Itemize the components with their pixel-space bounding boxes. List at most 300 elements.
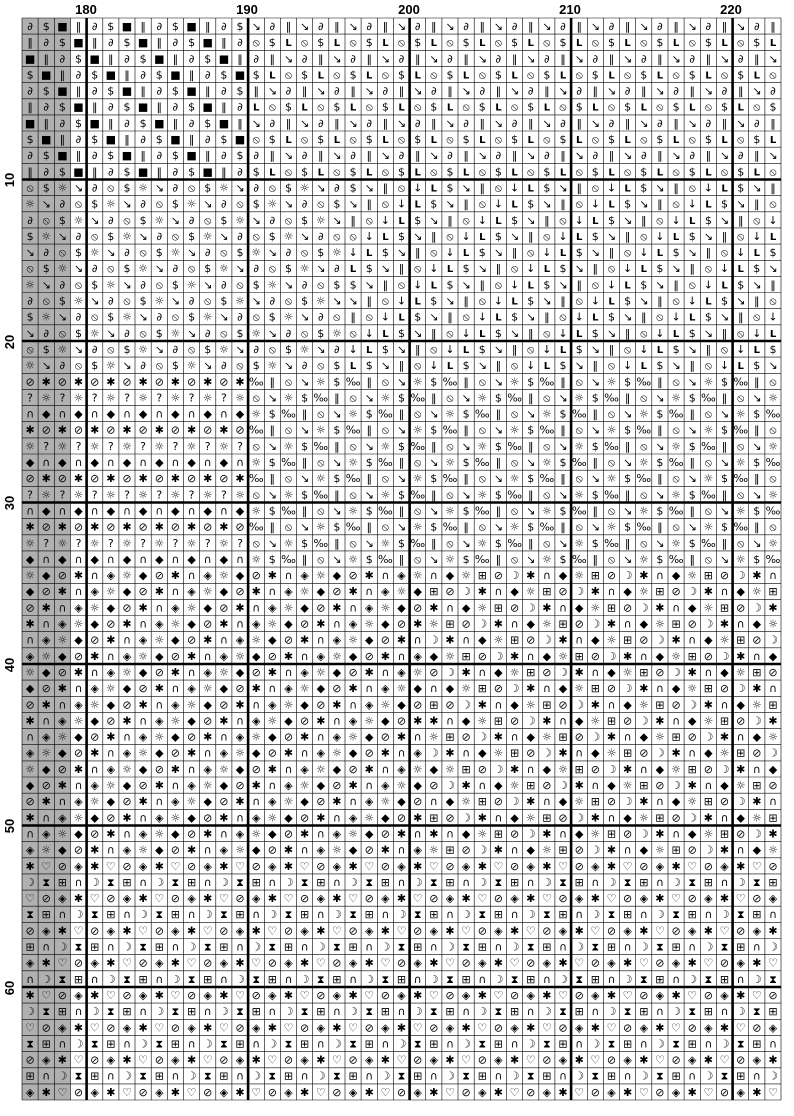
filled-diamond-icon: ◆ [397, 795, 406, 809]
arrow-down-right-icon: ↘ [655, 391, 665, 405]
sun-icon: ☼ [606, 520, 617, 534]
asterisk-icon: ✱ [41, 375, 51, 389]
filled-square-icon: ■ [170, 133, 181, 146]
slash-oval-icon: ⦸ [607, 456, 616, 469]
asterisk-icon: ✱ [332, 892, 342, 906]
question-icon: ? [43, 536, 50, 550]
diamond-in-square-icon: ◈ [203, 569, 212, 583]
dollar-icon: $ [478, 246, 486, 260]
asterisk-icon: ✱ [655, 827, 665, 841]
crescent-icon: ☽ [638, 827, 649, 841]
crescent-icon: ☽ [735, 795, 746, 809]
sun-icon: ☼ [558, 762, 568, 776]
arch-icon: ∩ [413, 633, 422, 647]
boxed-cross-icon: ⊞ [542, 940, 552, 954]
arrow-down-right-icon: ↘ [590, 375, 600, 389]
crescent-icon: ☽ [461, 811, 472, 825]
asterisk-icon: ✱ [429, 827, 439, 841]
percent-icon: ‰ [313, 391, 329, 405]
sun-icon: ☼ [315, 423, 326, 437]
dollar-icon: $ [591, 326, 599, 340]
hourglass-icon: ⧗ [543, 1037, 551, 1051]
diamond-in-square-icon: ◈ [203, 989, 212, 1002]
percent-icon: ‰ [378, 407, 393, 421]
slash-oval-icon: ⦸ [349, 36, 357, 50]
filled-diamond-icon: ◆ [623, 698, 632, 712]
sun-icon: ☼ [671, 536, 682, 550]
circled-slash-icon: ⊘ [138, 682, 148, 696]
arch-icon: ∩ [494, 698, 503, 712]
arrow-down-right-icon: ↘ [493, 246, 504, 260]
arrow-down-right-icon: ↘ [106, 246, 116, 260]
diamond-in-square-icon: ◈ [364, 924, 374, 938]
slash-oval-icon: ⦸ [171, 229, 179, 243]
diamond-in-square-icon: ◈ [284, 779, 293, 792]
dollar-icon: $ [737, 165, 745, 179]
anchor-icon: ↓ [671, 310, 681, 324]
arrow-down-right-icon: ↘ [380, 149, 391, 163]
asterisk-icon: ✱ [719, 617, 730, 631]
corner-l-icon: L [672, 135, 680, 146]
circled-slash-icon: ⊘ [590, 762, 600, 776]
circled-slash-icon: ⊘ [73, 520, 84, 534]
crescent-icon: ☽ [525, 601, 536, 615]
double-bar-icon: ‖ [673, 20, 679, 33]
curl-icon: ∂ [91, 149, 98, 163]
arrow-down-right-icon: ↘ [493, 343, 504, 356]
slash-oval-icon: ⦸ [478, 165, 486, 179]
asterisk-icon: ✱ [413, 714, 423, 728]
circled-slash-icon: ⊘ [509, 827, 520, 841]
heart-icon: ♡ [525, 924, 536, 938]
curl-icon: ∂ [673, 84, 679, 98]
heart-icon: ♡ [622, 859, 633, 873]
arrow-down-right-icon: ↘ [558, 181, 568, 195]
heart-icon: ♡ [574, 1085, 585, 1099]
dollar-icon: $ [559, 36, 567, 50]
diamond-in-square-icon: ◈ [187, 1021, 196, 1035]
corner-l-icon: L [672, 231, 680, 243]
circled-slash-icon: ⊘ [235, 682, 245, 696]
sun-icon: ☼ [267, 197, 278, 211]
double-bar-icon: ‖ [398, 552, 405, 566]
row-label-10: 10 [2, 172, 17, 188]
diamond-in-square-icon: ◈ [106, 924, 116, 938]
boxed-cross-icon: ⊞ [622, 1037, 633, 1051]
filled-diamond-icon: ◆ [106, 504, 116, 518]
sun-icon: ☼ [671, 439, 682, 453]
dollar-icon: $ [42, 181, 50, 195]
filled-diamond-icon: ◆ [106, 698, 116, 712]
double-bar-icon: ‖ [754, 52, 760, 66]
crescent-icon: ☽ [493, 649, 504, 663]
curl-icon: ∂ [43, 246, 50, 260]
sun-icon: ☼ [525, 698, 536, 712]
arch-icon: ∩ [219, 827, 228, 841]
filled-diamond-icon: ◆ [187, 552, 196, 566]
asterisk-icon: ✱ [106, 827, 116, 841]
slash-oval-icon: ⦸ [317, 100, 325, 114]
hourglass-icon: ⧗ [316, 972, 325, 986]
row-label-60: 60 [2, 980, 17, 996]
slash-oval-icon: ⦸ [284, 423, 293, 437]
dollar-icon: $ [494, 439, 502, 453]
double-bar-icon: ‖ [754, 520, 760, 534]
hourglass-icon: ⧗ [591, 1069, 600, 1083]
crescent-icon: ☽ [380, 940, 391, 954]
arrow-down-right-icon: ↘ [526, 213, 536, 227]
crescent-icon: ☽ [768, 1069, 778, 1083]
arrow-down-right-icon: ↘ [299, 375, 310, 389]
boxed-cross-icon: ⊞ [477, 940, 487, 954]
sun-icon: ☼ [590, 714, 601, 728]
corner-l-icon: L [576, 135, 583, 146]
hourglass-icon: ⧗ [333, 1069, 341, 1083]
slash-oval-icon: ⦸ [74, 197, 83, 211]
asterisk-icon: ✱ [719, 843, 730, 857]
slash-oval-icon: ⦸ [414, 262, 422, 276]
dollar-icon: $ [139, 213, 147, 227]
circled-slash-icon: ⊘ [106, 1021, 116, 1035]
sun-icon: ☼ [590, 827, 601, 841]
arch-icon: ∩ [284, 569, 293, 583]
filled-diamond-icon: ◆ [219, 779, 229, 792]
asterisk-icon: ✱ [283, 649, 294, 663]
circled-slash-icon: ⊘ [90, 924, 100, 938]
arch-icon: ∩ [365, 1069, 374, 1083]
diamond-in-square-icon: ◈ [25, 956, 35, 970]
asterisk-icon: ✱ [461, 779, 471, 792]
asterisk-icon: ✱ [154, 585, 164, 599]
hourglass-icon: ⧗ [752, 875, 761, 889]
circled-slash-icon: ⊘ [57, 762, 68, 776]
boxed-cross-icon: ⊞ [639, 666, 649, 679]
circled-slash-icon: ⊘ [235, 892, 245, 906]
asterisk-icon: ✱ [186, 746, 197, 760]
filled-diamond-icon: ◆ [381, 714, 390, 728]
asterisk-icon: ✱ [235, 375, 245, 389]
filled-diamond-icon: ◆ [574, 714, 584, 728]
arrow-down-right-icon: ↘ [655, 488, 665, 502]
double-bar-icon: ‖ [592, 552, 599, 566]
circled-slash-icon: ⊘ [57, 859, 68, 873]
arch-icon: ∩ [558, 940, 568, 954]
arrow-down-right-icon: ↘ [73, 343, 84, 356]
corner-l-icon: L [366, 70, 373, 82]
sun-icon: ☼ [170, 811, 181, 825]
corner-l-icon: L [753, 167, 760, 179]
dollar-icon: $ [365, 407, 373, 421]
crescent-icon: ☽ [154, 875, 165, 889]
arrow-down-right-icon: ↘ [267, 488, 277, 502]
heart-icon: ♡ [671, 892, 682, 906]
double-bar-icon: ‖ [431, 488, 437, 502]
diamond-in-square-icon: ◈ [90, 682, 99, 696]
dollar-icon: $ [753, 359, 761, 373]
crescent-icon: ☽ [751, 601, 762, 615]
slash-oval-icon: ⦸ [107, 181, 115, 195]
slash-oval-icon: ⦸ [58, 326, 66, 340]
sun-icon: ☼ [719, 633, 730, 647]
asterisk-icon: ✱ [299, 956, 310, 970]
arrow-down-right-icon: ↘ [687, 116, 697, 130]
diamond-in-square-icon: ◈ [316, 1021, 326, 1035]
circled-slash-icon: ⊘ [445, 811, 455, 825]
hourglass-icon: ⧗ [769, 972, 777, 986]
hourglass-icon: ⧗ [478, 1037, 487, 1051]
filled-diamond-icon: ◆ [607, 779, 616, 792]
boxed-cross-icon: ⊞ [493, 714, 504, 728]
filled-diamond-icon: ◆ [203, 601, 212, 615]
corner-l-icon: L [285, 135, 292, 146]
question-icon: ? [188, 391, 195, 405]
crescent-icon: ☽ [768, 633, 778, 647]
asterisk-icon: ✱ [622, 762, 633, 776]
double-bar-icon: ‖ [334, 536, 340, 550]
percent-icon: ‰ [378, 456, 393, 469]
arch-icon: ∩ [688, 1069, 697, 1083]
asterisk-icon: ✱ [235, 956, 245, 970]
heart-icon: ♡ [687, 859, 698, 873]
circled-slash-icon: ⊘ [138, 1085, 148, 1099]
asterisk-icon: ✱ [267, 1021, 277, 1035]
curl-icon: ∂ [576, 84, 583, 98]
arrow-down-right-icon: ↘ [719, 552, 730, 566]
asterisk-icon: ✱ [639, 569, 649, 583]
arrow-down-right-icon: ↘ [574, 359, 584, 373]
sun-icon: ☼ [154, 536, 165, 550]
circled-slash-icon: ⊘ [122, 601, 132, 615]
boxed-cross-icon: ⊞ [396, 972, 407, 986]
filled-diamond-icon: ◆ [445, 682, 455, 696]
arch-icon: ∩ [42, 940, 51, 954]
asterisk-icon: ✱ [332, 1021, 342, 1035]
asterisk-icon: ✱ [396, 730, 407, 744]
dollar-icon: $ [333, 278, 341, 292]
circled-slash-icon: ⊘ [622, 1021, 633, 1035]
anchor-icon: ↓ [348, 246, 358, 260]
circled-slash-icon: ⊘ [558, 811, 568, 825]
slash-oval-icon: ⦸ [107, 343, 115, 356]
sun-icon: ☼ [202, 779, 213, 792]
crescent-icon: ☽ [445, 940, 455, 954]
dollar-icon: $ [365, 552, 373, 566]
sun-icon: ☼ [477, 536, 488, 550]
asterisk-icon: ✱ [768, 1053, 778, 1067]
percent-icon: ‰ [733, 520, 749, 534]
arrow-down-right-icon: ↘ [364, 488, 374, 502]
circled-slash-icon: ⊘ [687, 730, 697, 744]
arch-icon: ∩ [332, 617, 341, 631]
hourglass-icon: ⧗ [429, 875, 438, 889]
slash-oval-icon: ⦸ [720, 246, 729, 260]
sun-icon: ☼ [105, 682, 116, 696]
asterisk-icon: ✱ [639, 682, 649, 696]
filled-diamond-icon: ◆ [300, 601, 309, 615]
boxed-cross-icon: ⊞ [73, 972, 84, 986]
circled-slash-icon: ⊘ [380, 633, 391, 647]
slash-oval-icon: ⦸ [640, 488, 648, 502]
slash-oval-icon: ⦸ [737, 536, 745, 550]
boxed-cross-icon: ⊞ [235, 908, 245, 922]
arrow-down-right-icon: ↘ [251, 294, 261, 308]
slash-oval-icon: ⦸ [494, 278, 502, 292]
sun-icon: ☼ [477, 391, 488, 405]
arch-icon: ∩ [349, 972, 358, 986]
arrow-down-right-icon: ↘ [509, 229, 520, 243]
arrow-down-right-icon: ↘ [719, 407, 730, 421]
asterisk-icon: ✱ [622, 956, 633, 970]
arrow-down-right-icon: ↘ [461, 536, 471, 550]
diamond-in-square-icon: ◈ [251, 1021, 261, 1035]
asterisk-icon: ✱ [413, 617, 423, 631]
dollar-icon: $ [688, 326, 696, 340]
double-bar-icon: ‖ [269, 52, 276, 66]
arch-icon: ∩ [139, 456, 148, 469]
boxed-cross-icon: ⊞ [639, 1005, 649, 1019]
dollar-icon: $ [75, 326, 82, 340]
asterisk-icon: ✱ [687, 666, 697, 679]
sun-icon: ☼ [574, 536, 585, 550]
sun-icon: ☼ [364, 714, 375, 728]
dollar-icon: $ [58, 165, 66, 179]
dollar-icon: $ [656, 407, 664, 421]
arrow-down-right-icon: ↘ [429, 552, 439, 566]
dollar-icon: $ [268, 456, 276, 469]
asterisk-icon: ✱ [299, 633, 310, 647]
sun-icon: ☼ [735, 504, 746, 518]
circled-slash-icon: ⊘ [122, 795, 132, 809]
asterisk-icon: ✱ [606, 843, 617, 857]
hourglass-icon: ⧗ [220, 908, 228, 922]
curl-icon: ∂ [91, 20, 98, 33]
double-bar-icon: ‖ [689, 504, 695, 518]
slash-oval-icon: ⦸ [511, 552, 519, 566]
filled-diamond-icon: ◆ [655, 649, 665, 663]
asterisk-icon: ✱ [186, 423, 197, 437]
arch-icon: ∩ [591, 875, 600, 889]
crescent-icon: ☽ [299, 972, 310, 986]
dollar-icon: $ [139, 294, 147, 308]
sun-icon: ☼ [654, 843, 665, 857]
anchor-icon: ↓ [687, 294, 697, 308]
asterisk-icon: ✱ [445, 1053, 455, 1067]
crescent-icon: ☽ [509, 940, 520, 954]
hourglass-icon: ⧗ [559, 875, 567, 889]
curl-icon: ∂ [221, 278, 227, 292]
arch-icon: ∩ [74, 552, 83, 566]
circled-slash-icon: ⊘ [703, 859, 714, 873]
hourglass-icon: ⧗ [365, 875, 374, 889]
sun-icon: ☼ [541, 843, 552, 857]
diamond-in-square-icon: ◈ [155, 714, 164, 728]
double-bar-icon: ‖ [350, 84, 356, 98]
dollar-icon: $ [107, 310, 115, 324]
circled-slash-icon: ⊘ [154, 569, 164, 583]
heart-icon: ♡ [154, 1021, 165, 1035]
asterisk-icon: ✱ [413, 989, 423, 1002]
diamond-in-square-icon: ◈ [171, 795, 180, 809]
crescent-icon: ☽ [751, 714, 762, 728]
arrow-down-right-icon: ↘ [768, 149, 778, 163]
slash-oval-icon: ⦸ [284, 68, 293, 82]
corner-l-icon: L [576, 231, 583, 243]
asterisk-icon: ✱ [41, 956, 51, 970]
sun-icon: ☼ [445, 504, 455, 518]
diamond-in-square-icon: ◈ [381, 1021, 390, 1035]
boxed-cross-icon: ⊞ [558, 843, 568, 857]
diamond-in-square-icon: ◈ [478, 956, 487, 970]
arrow-down-right-icon: ↘ [138, 229, 148, 243]
arrow-down-right-icon: ↘ [655, 278, 665, 292]
boxed-cross-icon: ⊞ [429, 585, 439, 599]
filled-diamond-icon: ◆ [687, 714, 697, 728]
column-label-180: 180 [75, 2, 97, 17]
circled-slash-icon: ⊘ [542, 1053, 552, 1067]
sun-icon: ☼ [170, 391, 181, 405]
corner-l-icon: L [721, 38, 728, 50]
filled-square-icon: ■ [218, 116, 230, 130]
filled-diamond-icon: ◆ [752, 617, 762, 631]
dollar-icon: $ [591, 536, 599, 550]
arch-icon: ∩ [74, 682, 83, 696]
crescent-icon: ☽ [638, 714, 649, 728]
arch-icon: ∩ [300, 1069, 309, 1083]
anchor-icon: ↓ [687, 197, 697, 211]
circled-slash-icon: ⊘ [219, 375, 229, 389]
corner-l-icon: L [527, 183, 534, 195]
arrow-down-right-icon: ↘ [671, 52, 681, 66]
row-label-50: 50 [2, 818, 17, 834]
filled-diamond-icon: ◆ [704, 633, 713, 647]
sun-icon: ☼ [202, 682, 213, 696]
circled-slash-icon: ⊘ [671, 1053, 681, 1067]
sun-icon: ☼ [57, 439, 68, 453]
arch-icon: ∩ [688, 633, 697, 647]
heart-icon: ♡ [509, 1085, 520, 1099]
filled-square-icon: ■ [105, 68, 117, 82]
slash-oval-icon: ⦸ [511, 100, 519, 114]
arch-icon: ∩ [203, 649, 212, 663]
arch-icon: ∩ [381, 1037, 390, 1051]
arch-icon: ∩ [90, 504, 99, 518]
crescent-icon: ☽ [57, 1069, 68, 1083]
hourglass-icon: ⧗ [720, 940, 729, 954]
percent-icon: ‰ [474, 456, 490, 469]
arrow-down-right-icon: ↘ [736, 20, 746, 33]
arch-icon: ∩ [139, 811, 148, 825]
asterisk-icon: ✱ [203, 633, 213, 647]
dollar-icon: $ [672, 343, 680, 356]
diamond-in-square-icon: ◈ [58, 1021, 67, 1035]
asterisk-icon: ✱ [154, 859, 164, 873]
filled-diamond-icon: ◆ [25, 552, 35, 566]
double-bar-icon: ‖ [334, 116, 340, 130]
sun-icon: ☼ [638, 698, 649, 712]
dollar-icon: $ [317, 133, 325, 146]
asterisk-icon: ✱ [703, 698, 714, 712]
circled-slash-icon: ⊘ [283, 924, 294, 938]
slash-oval-icon: ⦸ [511, 407, 519, 421]
diamond-in-square-icon: ◈ [268, 989, 277, 1002]
filled-diamond-icon: ◆ [591, 633, 600, 647]
asterisk-icon: ✱ [25, 989, 35, 1002]
asterisk-icon: ✱ [526, 682, 536, 696]
slash-oval-icon: ⦸ [446, 536, 454, 550]
sun-icon: ☼ [768, 391, 778, 405]
arrow-down-right-icon: ↘ [348, 20, 358, 33]
hourglass-icon: ⧗ [526, 940, 535, 954]
